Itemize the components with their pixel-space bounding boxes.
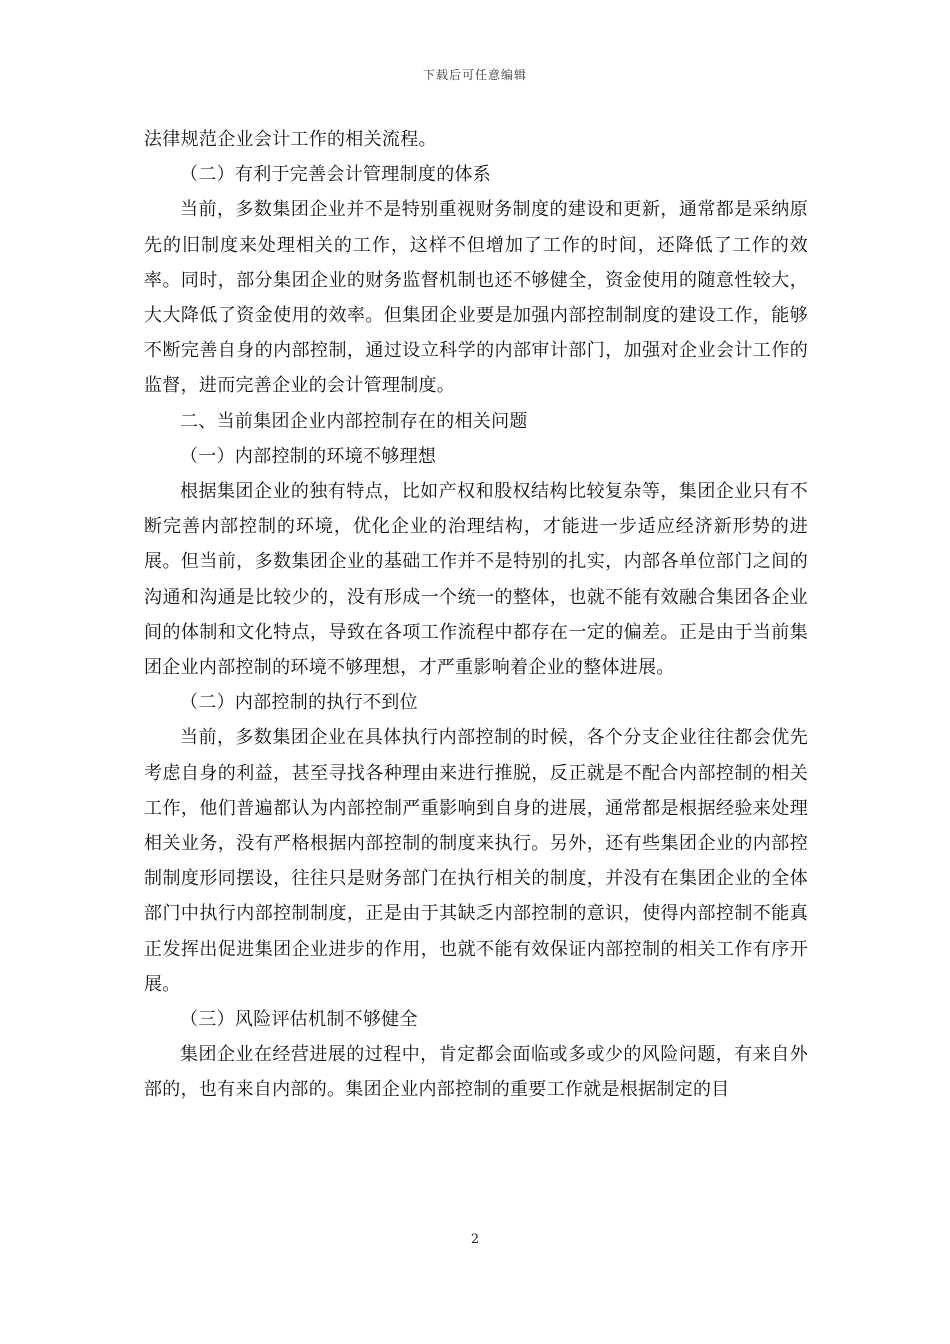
page-number: 2 (470, 1232, 480, 1247)
paragraph: 当前，多数集团企业在具体执行内部控制的时候，各个分支企业往往都会优先考虑自身的利益，甚至寻找各种理由来进行推脱，反正就是不配合内部控制的相关工作，他们普遍都认为内部控制严重影响到自身的进展，通常都是根据经验来处理相关业务，没有严格根据内部控制的制度来执行。另外，还有些集团企业的内部控制制度形同摆设，往往只是财务部门在执行相关的制度，并没有在集团企业的全体部门中执行内部控制制度，正是由于其缺乏内部控制的意识，使得内部控制不能真正发挥出促进集团企业进步的作用，也就不能有效保证内部控制的相关工作有序开展。 (144, 727, 808, 995)
subheading-1: （一）内部控制的环境不够理想 (180, 445, 437, 467)
paragraph-continuation: 法律规范企业会计工作的相关流程。 (144, 129, 437, 150)
paragraph: 当前，多数集团企业并不是特别重视财务制度的建设和更新，通常都是采纳原先的旧制度来处理相关的工作，这样不但增加了工作的时间，还降低了工作的效率。同时，部分集团企业的财务监督机制也还不够健全，资金使用的随意性较大，大大降低了资金使用的效率。但集团企业要是加强内部控制制度的建设工作，能够不断完善自身的内部控制，通过设立科学的内部审计部门，加强对企业会计工作的监督，进而完善企业的会计管理制度。 (144, 199, 808, 397)
subheading-2: （二）内部控制的执行不到位 (180, 692, 418, 714)
document-body (144, 122, 808, 1108)
section-heading: 二、当前集团企业内部控制存在的相关问题 (180, 410, 528, 432)
subheading-2: （二）有利于完善会计管理制度的体系 (180, 164, 492, 186)
page-header: 下载后可任意编辑 (422, 68, 527, 82)
paragraph: 根据集团企业的独有特点，比如产权和股权结构比较复杂等，集团企业只有不断完善内部控制的环境，优化企业的治理结构，才能进一步适应经济新形势的进展。但当前，多数集团企业的基础工作并不是特别的扎实，内部各单位部门之间的沟通和沟通是比较少的，没有形成一个统一的整体，也就不能有效融合集团各企业间的体制和文化特点，导致在各项工作流程中都存在一定的偏差。正是由于当前集团企业内部控制的环境不够理想，才严重影响着企业的整体进展。 (144, 481, 808, 679)
subheading-3: （三）风险评估机制不够健全 (180, 1009, 418, 1031)
paragraph: 集团企业在经营进展的过程中，肯定都会面临或多或少的风险问题，有来自外部的，也有来自内部的。集团企业内部控制的重要工作就是根据制定的目 (144, 1044, 808, 1101)
